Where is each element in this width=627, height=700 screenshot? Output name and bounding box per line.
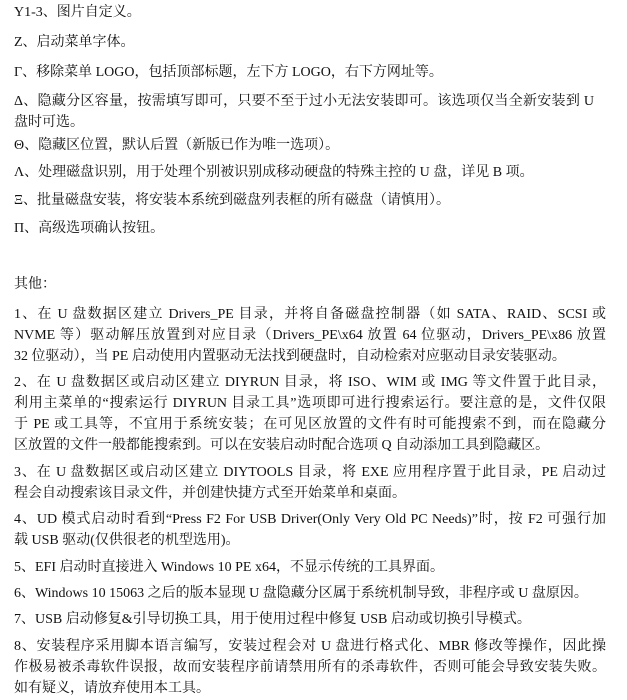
option-item [14, 2, 594, 23]
note-item [14, 462, 606, 504]
text-line: 区放置的文件一般都能搜索到。可以在安装启动时配合选项 Q 自动添加工具到隐藏区。 [14, 438, 550, 454]
option-item [14, 190, 594, 211]
text-line: 程会自动搜索该目录文件，并创建快捷方式至开始菜单和桌面。 [14, 485, 406, 501]
text-line: NVME 等）驱动解压放置到对应目录（Drivers_PE\x64 放置 64 位驱动，Drivers_PE\x86 放置 [14, 328, 606, 343]
text-line: 32 位驱动），当 PE 启动使用内置驱动无法找到硬盘时，自动检索对应驱动目录安装驱动。 [14, 349, 566, 364]
option-item [14, 32, 594, 53]
option-item [14, 135, 594, 156]
text-line: Λ、处理磁盘识别，用于处理个别被识别成移动硬盘的特殊主控的 U 盘，详见 B 项。 [14, 164, 534, 180]
note-item [14, 609, 606, 630]
note-item [14, 557, 606, 578]
text-line: Δ、隐藏分区容量，按需填写即可，只要不至于过小无法安装即可。该选项仅当全新安装到 U [14, 93, 594, 109]
note-item [14, 304, 606, 367]
option-item [14, 91, 594, 133]
text-line: 于 PE 或工具等，不宜用于系统安装；在可见区放置的文件有时可能搜索不到，而在隐藏分 [14, 417, 606, 433]
text-line: 6、Windows 10 15063 之后的版本显现 U 盘隐藏分区属于系统机制导致，非程序或 U 盘原因。 [14, 585, 588, 601]
advanced-options-list [14, 0, 594, 239]
text-line: Π、高级选项确认按钮。 [14, 220, 165, 236]
text-line: Γ、移除菜单 LOGO，包括顶部标题，左下方 LOGO，右下方网址等。 [14, 64, 443, 80]
note-item [14, 583, 606, 604]
option-item [14, 62, 594, 83]
text-line: Θ、隐藏区位置，默认后置（新版已作为唯一选项）。 [14, 137, 340, 153]
text-line: 载 USB 驱动(仅供很老的机型选用)。 [14, 533, 240, 549]
text-line: 盘时可选。 [14, 114, 84, 130]
text-line: 作极易被杀毒软件误报，故而安装程序前请禁用所有的杀毒软件，否则可能会导致安装失败。 [14, 659, 606, 675]
text-line: 4、UD 模式启动时看到“Press F2 For USB Driver(Only Very Old PC Needs)”时，按 F2 可强行加 [14, 512, 606, 528]
text-line: 2、在 U 盘数据区或启动区建立 DIYRUN 目录，将 ISO、WIM 或 IMG 等文件置于此目录， [14, 375, 606, 391]
note-item [14, 636, 606, 699]
option-item [14, 218, 594, 239]
text-line: 如有疑义，请放弃使用本工具。 [14, 680, 210, 696]
text-line: Z、启动菜单字体。 [14, 34, 135, 50]
note-item [14, 509, 606, 551]
section-heading: 其他： [14, 277, 56, 292]
text-line: Ξ、批量磁盘安装，将安装本系统到磁盘列表框的所有磁盘（请慎用）。 [14, 192, 451, 208]
text-line: 5、EFI 启动时直接进入 Windows 10 PE x64，不显示传统的工具界面。 [14, 559, 444, 575]
text-line: 7、USB 启动修复&引导切换工具，用于使用过程中修复 USB 启动或切换引导模式。 [14, 612, 531, 628]
text-line: 利用主菜单的“搜索运行 DIYRUN 目录工具”选项即可进行搜索运行。要注意的是，文件仅限 [14, 396, 606, 412]
text-line: 1、在 U 盘数据区建立 Drivers_PE 目录，并将自备磁盘控制器（如 SATA、RAID、SCSI 或 [14, 307, 606, 322]
note-item [14, 372, 606, 456]
option-item [14, 162, 594, 183]
other-notes-section [14, 274, 606, 699]
text-line: Y1-3、图片自定义。 [14, 4, 141, 20]
text-line: 3、在 U 盘数据区或启动区建立 DIYTOOLS 目录，将 EXE 应用程序置于此目录，PE 启动过 [14, 464, 606, 480]
text-line: 8、安装程序采用脚本语言编写，安装过程会对 U 盘进行格式化、MBR 修改等操作，因此操 [14, 638, 606, 654]
